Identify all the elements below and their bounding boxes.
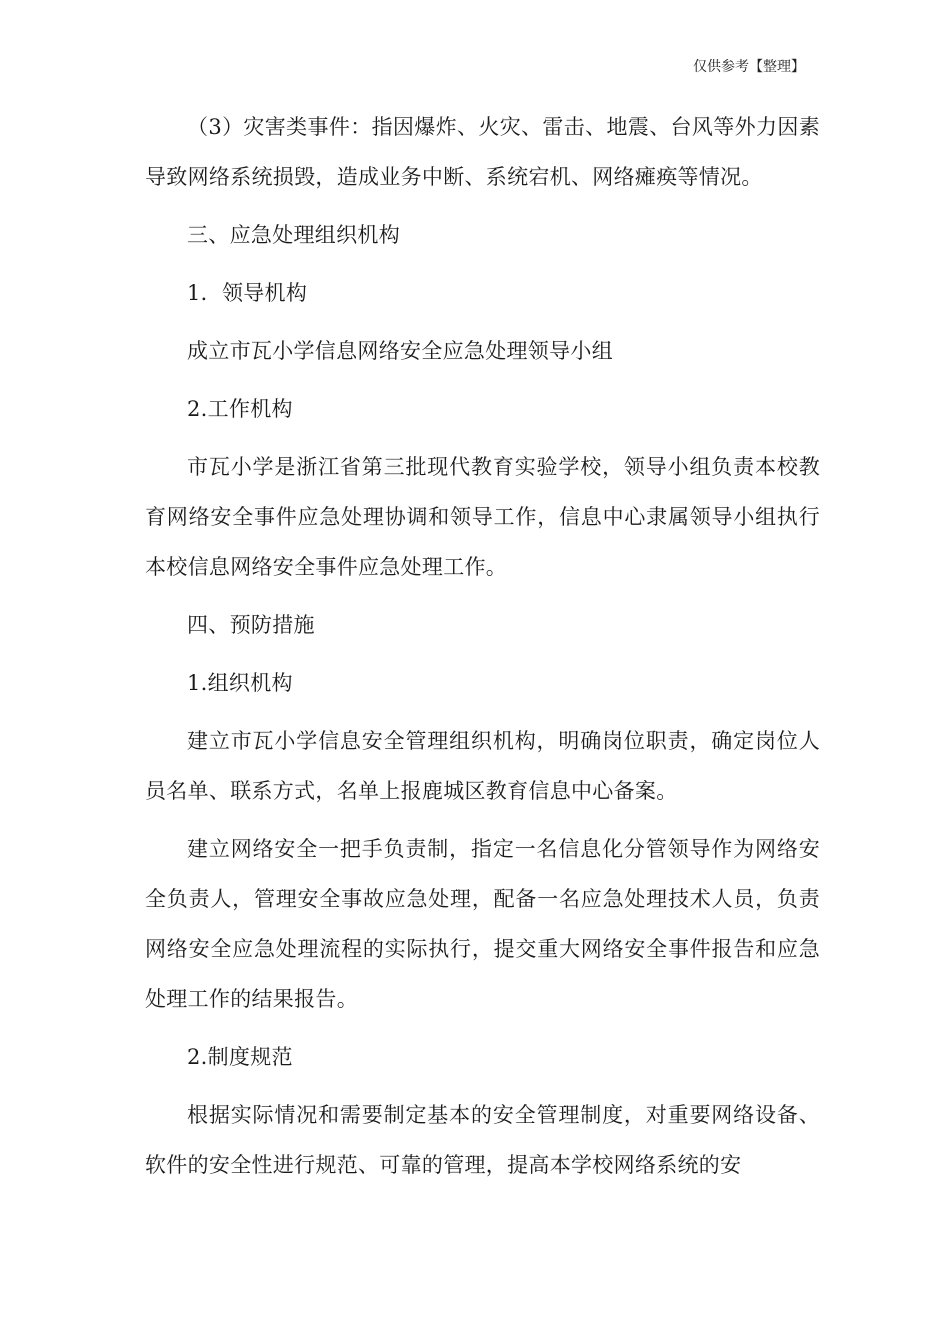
paragraph-responsibility-system: 建立网络安全一把手负责制，指定一名信息化分管领导作为网络安全负责人，管理安全事故应急处理，配备一名应急处理技术人员，负责网络安全应急处理流程的实际执行，提交重大网络安全事件报告和应急处理工作的结果报告。 — [145, 837, 820, 1011]
document-body — [145, 102, 820, 1198]
paragraph-leadership-group: 成立市瓦小学信息网络安全应急处理领导小组 — [187, 339, 613, 363]
header-note: 仅供参考【整理】 — [693, 59, 805, 75]
paragraph-organization-setup: 建立市瓦小学信息安全管理组织机构，明确岗位职责，确定岗位人员名单、联系方式，名单上报鹿城区教育信息中心备案。 — [145, 729, 820, 803]
paragraph-disaster-events: （3）灾害类事件：指因爆炸、火灾、雷击、地震、台风等外力因素导致网络系统损毁，造成业务中断、系统宕机、网络瘫痪等情况。 — [145, 115, 820, 189]
subheading-working-body: 2.工作机构 — [187, 397, 293, 421]
section-heading-emergency-organization: 三、应急处理组织机构 — [187, 223, 400, 247]
subheading-organization: 1.组织机构 — [187, 671, 293, 695]
paragraph-working-body: 市瓦小学是浙江省第三批现代教育实验学校，领导小组负责本校教育网络安全事件应急处理协调和领导工作，信息中心隶属领导小组执行本校信息网络安全事件应急处理工作。 — [145, 455, 820, 579]
section-heading-prevention: 四、预防措施 — [187, 613, 315, 637]
paragraph-regulations: 根据实际情况和需要制定基本的安全管理制度，对重要网络设备、软件的安全性进行规范、可靠的管理，提高本学校网络系统的安 — [145, 1103, 820, 1177]
subheading-leadership: 1．领导机构 — [187, 281, 308, 305]
subheading-regulations: 2.制度规范 — [187, 1045, 293, 1069]
